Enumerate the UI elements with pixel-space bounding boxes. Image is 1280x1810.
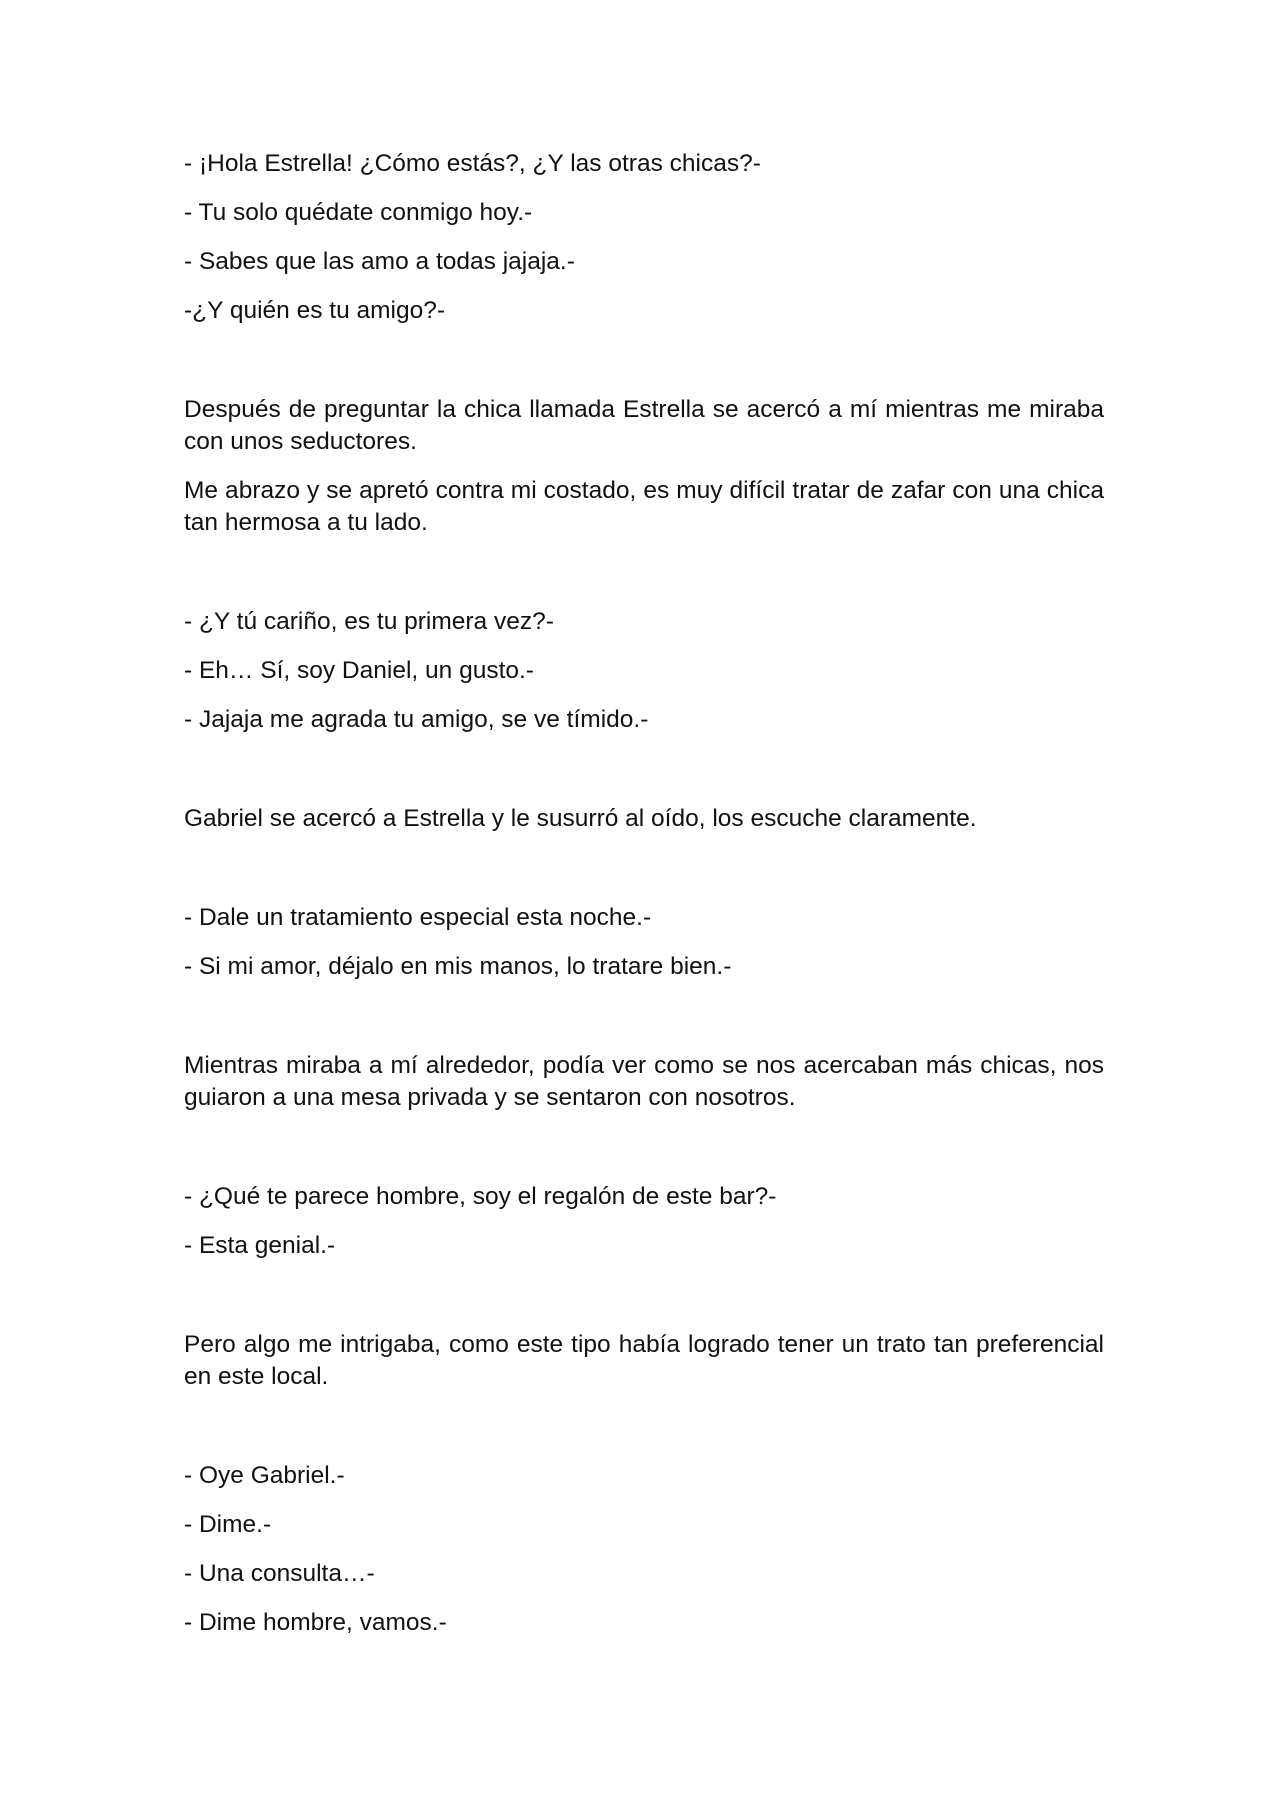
narrative-paragraph: Me abrazo y se apretó contra mi costado, es muy difícil tratar de zafar con una chica tan hermosa a tu lado. [184, 477, 1104, 536]
dialogue-line: - Esta genial.- [184, 1232, 336, 1259]
dialogue-line: - Tu solo quédate conmigo hoy.- [184, 199, 533, 226]
dialogue-line: - ¡Hola Estrella! ¿Cómo estás?, ¿Y las otras chicas?- [184, 150, 761, 177]
dialogue-line: - ¿Qué te parece hombre, soy el regalón de este bar?- [184, 1183, 777, 1210]
dialogue-line: - Una consulta…- [184, 1560, 375, 1587]
dialogue-line: - Dale un tratamiento especial esta noche.- [184, 904, 652, 931]
narrative-paragraph: Después de preguntar la chica llamada Estrella se acercó a mí mientras me miraba con unos seductores. [184, 396, 1104, 455]
narrative-paragraph: Gabriel se acercó a Estrella y le susurró al oído, los escuche claramente. [184, 805, 977, 832]
dialogue-line: - Dime hombre, vamos.- [184, 1609, 447, 1636]
dialogue-line: -¿Y quién es tu amigo?- [184, 297, 446, 324]
dialogue-line: - Eh… Sí, soy Daniel, un gusto.- [184, 657, 534, 684]
document-body [184, 148, 1104, 1639]
dialogue-line: - Jajaja me agrada tu amigo, se ve tímido.- [184, 706, 649, 733]
dialogue-line: - Dime.- [184, 1511, 272, 1538]
dialogue-line: - ¿Y tú cariño, es tu primera vez?- [184, 608, 554, 635]
dialogue-line: - Si mi amor, déjalo en mis manos, lo tratare bien.- [184, 953, 732, 980]
dialogue-line: - Sabes que las amo a todas jajaja.- [184, 248, 575, 275]
dialogue-line: - Oye Gabriel.- [184, 1462, 345, 1489]
narrative-paragraph: Mientras miraba a mí alrededor, podía ver como se nos acercaban más chicas, nos guiaron a una mesa privada y se sentaron con nosotros. [184, 1052, 1104, 1111]
narrative-paragraph: Pero algo me intrigaba, como este tipo había logrado tener un trato tan preferencial en este local. [184, 1331, 1104, 1390]
